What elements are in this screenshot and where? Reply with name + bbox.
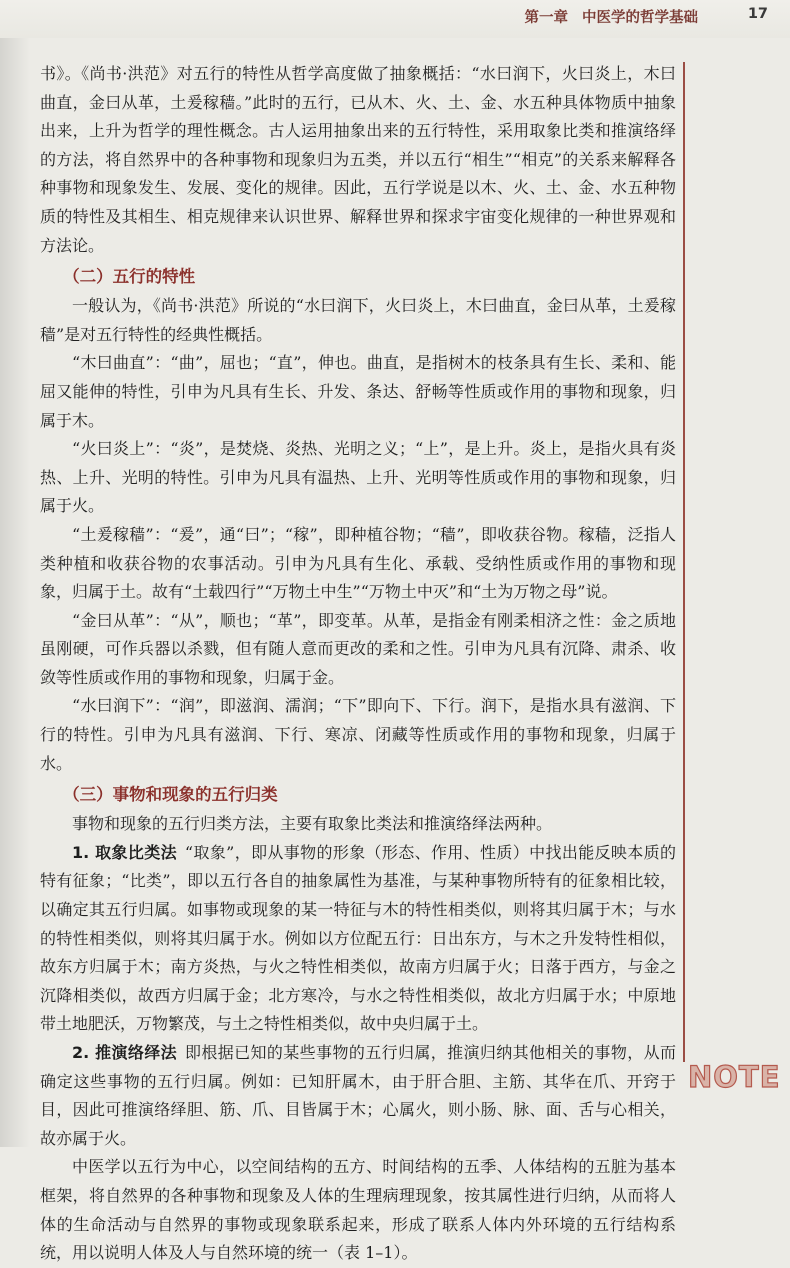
paragraph-methods: 事物和现象的五行归类方法，主要有取象比类法和推演络绎法两种。 bbox=[72, 814, 553, 834]
method-text-deduction: 即根据已知的某些事物的五行归属，推演归纳其他相关的事物，从而确定这些事物的五行归属。例如：已知肝属木，由于肝合胆、主筋、其华在爪、开窍于目，因此可推演络绎胆、筋、爪、目皆属于木；心属火，则小肠、脉、面、舌与心相关，故亦属于火。 bbox=[40, 1043, 676, 1148]
method-title-deduction: 2. 推演络绎法 bbox=[72, 1043, 178, 1062]
paragraph-water: “水曰润下”：“润”，即滋润、濡润；“下”即向下、下行。润下，是指水具有滋润、下行的特性。引申为凡具有滋润、下行、寒凉、闭藏等性质或作用的事物和现象，归属于水。 bbox=[40, 696, 676, 773]
paragraph-summary: 中医学以五行为中心，以空间结构的五方、时间结构的五季、人体结构的五脏为基本框架，将自然界的各种事物和现象及人体的生理病理现象，按其属性进行归纳，从而将人体的生命活动与自然界的事物或现象联系起来，形成了联系人体内外环境的五行结构系统，用以说明人体及人与自然环境的统一（表 1–1）。 bbox=[40, 1157, 676, 1263]
paragraph-intro: 书》。《尚书·洪范》对五行的特性从哲学高度做了抽象概括：“水曰润下，火曰炎上，木曰曲直，金曰从革，土爰稼穑。”此时的五行，已从木、火、土、金、水五种具体物质中抽象出来，上升为哲学的理性概念。古人运用抽象出来的五行特性，采用取象比类和推演络绎的方法，将自然界中的各种事物和现象归为五类，并以五行“相生”“相克”的关系来解释各种事物和现象发生、发展、变化的规律。因此，五行学说是以木、火、土、金、水五种物质的特性及其相生、相克规律来认识世界、解释世界和探求宇宙变化规律的一种世界观和方法论。 bbox=[40, 64, 676, 255]
section-heading-characteristics: （二）五行的特性 bbox=[63, 267, 196, 287]
running-header bbox=[0, 0, 790, 38]
page-gutter-shadow bbox=[0, 0, 30, 1147]
chapter-label: 第一章 bbox=[524, 10, 568, 26]
paragraph-method-deduction bbox=[40, 1039, 676, 1153]
paragraph-earth: “土爰稼穑”：“爰”，通“曰”；“稼”，即种植谷物；“穑”，即收获谷物。稼穑，泛指人类种植和收获谷物的农事活动。引申为凡具有生化、承载、受纳性质或作用的事物和现象，归属于土。故有“土载四行”“万物土中生”“万物土中灭”和“土为万物之母”说。 bbox=[40, 524, 676, 602]
chapter-title: 中医学的哲学基础 bbox=[582, 10, 698, 26]
body-text bbox=[40, 60, 676, 1268]
note-badge: NOTE bbox=[688, 1060, 781, 1094]
paragraph-wood: “木曰曲直”：“曲”，屈也；“直”，伸也。曲直，是指树木的枝条具有生长、柔和、能屈又能伸的特性，引申为凡具有生长、升发、条达、舒畅等性质或作用的事物和现象，归属于木。 bbox=[40, 353, 676, 430]
method-text-analogy: “取象”，即从事物的形象（形态、作用、性质）中找出能反映本质的特有征象；“比类”，即以五行各自的抽象属性为基准，与某种事物所特有的征象相比较，以确定其五行归属。如事物或现象的某一特征与木的特性相类似，则将其归属于木；与水的特性相类似，则将其归属于水。例如以方位配五行：日出东方，与木之升发特性相似，故东方归属于木；南方炎热，与火之特性相类似，故南方归属于火；日落于西方，与金之沉降相类似，故西方归属于金；北方寒冷，与水之特性相类似，故北方归属于水；中原地带土地肥沃，万物繁茂，与土之特性相类似，故中央归属于土。 bbox=[40, 842, 676, 1034]
section-heading-classification: （三）事物和现象的五行归类 bbox=[63, 785, 278, 805]
running-header-title bbox=[525, 6, 699, 27]
paragraph-fire: “火曰炎上”：“炎”，是焚烧、炎热、光明之义；“上”，是上升。炎上，是指火具有炎热、上升、光明的特性。引申为凡具有温热、上升、光明等性质或作用的事物和现象，归属于火。 bbox=[40, 439, 676, 516]
paragraph-method-analogy bbox=[40, 839, 676, 1039]
margin-rule bbox=[683, 62, 685, 1062]
paragraph-general: 一般认为，《尚书·洪范》所说的“水曰润下，火曰炎上，木曰曲直，金曰从革，土爰稼穑”是对五行特性的经典性概括。 bbox=[40, 296, 676, 344]
page-number: 17 bbox=[747, 6, 768, 22]
paragraph-metal: “金曰从革”：“从”，顺也；“革”，即变革。从革，是指金有刚柔相济之性：金之质地虽刚硬，可作兵器以杀戮，但有随人意而更改的柔和之性。引申为凡具有沉降、肃杀、收敛等性质或作用的事物和现象，归属于金。 bbox=[40, 610, 676, 687]
method-title-analogy: 1. 取象比类法 bbox=[72, 842, 177, 862]
